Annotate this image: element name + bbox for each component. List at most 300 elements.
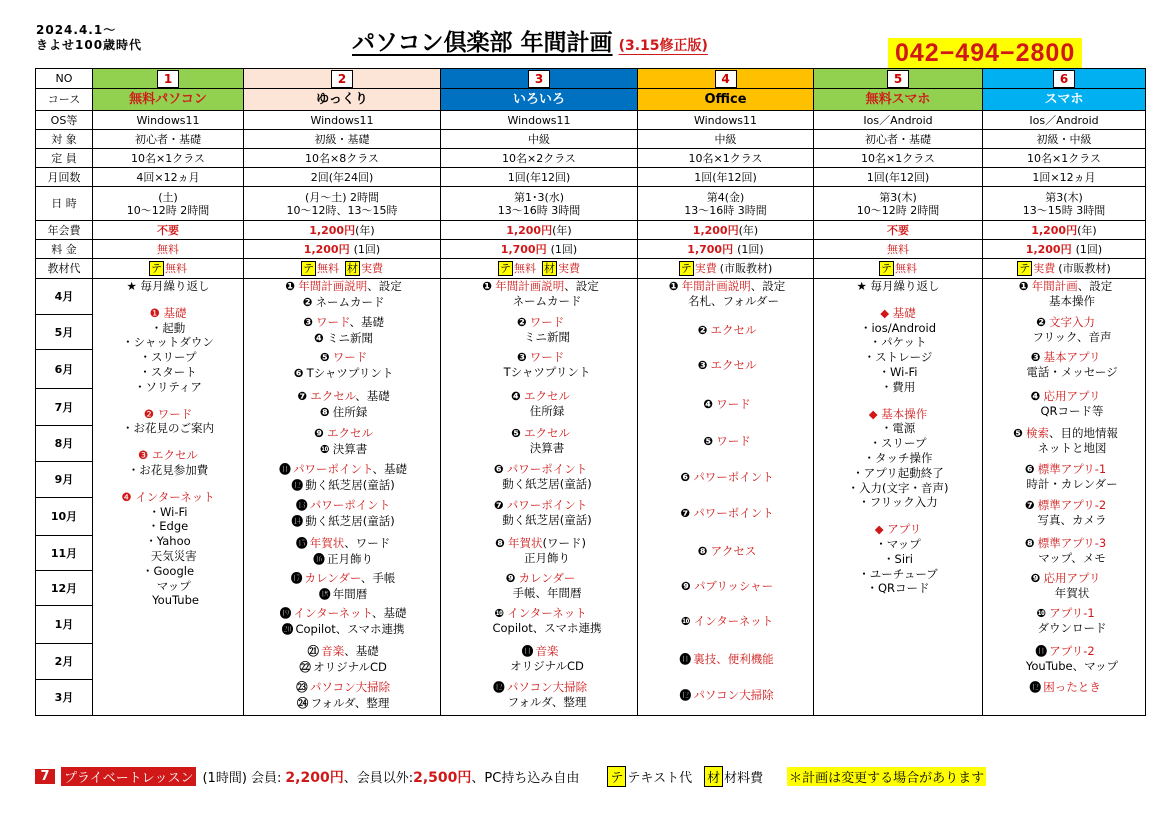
- topic-item: ・入力(文字・音声): [847, 480, 949, 495]
- lesson-title: 年賀状: [309, 536, 345, 550]
- month-label: 6月: [36, 350, 93, 389]
- lesson-entry: [443, 680, 635, 710]
- lesson-entry: [246, 462, 438, 477]
- course-2-target: [244, 130, 441, 149]
- lesson-line: [640, 506, 811, 521]
- lesson-line: [246, 571, 438, 586]
- month-label: 9月: [36, 462, 93, 498]
- lesson-line: [246, 622, 438, 637]
- topic-list: [816, 279, 980, 596]
- text-tag-icon: テ: [151, 262, 162, 275]
- lesson-line: [640, 279, 811, 294]
- lesson-line: [985, 426, 1143, 441]
- lesson-line: [246, 680, 438, 695]
- topic-heading: ❹ インターネット: [121, 489, 215, 504]
- lesson-line: [246, 478, 438, 493]
- lesson-subtitle: 年賀状: [1054, 586, 1090, 600]
- course-1-material: [93, 259, 244, 279]
- lesson-title: ワード: [716, 434, 751, 448]
- month-row: [36, 279, 1146, 315]
- course-6-material: [983, 259, 1146, 279]
- course-3-material: [441, 259, 638, 279]
- topic-heading: ◆ アプリ: [874, 522, 922, 537]
- course-2-schedule: [244, 187, 441, 221]
- row-label-capacity: 定 員: [36, 149, 93, 168]
- topic-item: ・スタート: [139, 364, 197, 379]
- lesson-number: ❺: [511, 426, 521, 440]
- course-6-no: [983, 69, 1146, 89]
- lesson-line: [246, 366, 438, 381]
- lesson-line: [640, 544, 811, 559]
- lesson-entry: [640, 614, 811, 629]
- lesson-subtitle: オリジナルCD: [510, 659, 584, 673]
- lesson-number: ❽: [319, 405, 330, 419]
- lesson-line: [640, 397, 811, 412]
- lesson-number: ❽: [1024, 536, 1035, 550]
- schedule-time: 10～12時 2時間: [126, 203, 210, 217]
- course-5-os: [814, 111, 983, 130]
- lesson-title: パワーポイント: [293, 462, 373, 476]
- lesson-number: ❼: [1024, 498, 1035, 512]
- annual-fee-value: 1,200円: [692, 223, 739, 237]
- course-6-capacity: [983, 149, 1146, 168]
- month-label: 1月: [36, 606, 93, 644]
- lesson-line: [246, 536, 438, 551]
- course-capacity: 10名×1クラス: [861, 151, 935, 165]
- lesson-entry: [246, 536, 438, 551]
- lesson-detail: 、目的地情報: [1049, 426, 1118, 440]
- course-2-material: [244, 259, 441, 279]
- course-6-target: [983, 130, 1146, 149]
- month-label: 8月: [36, 426, 93, 462]
- lesson-subtitle: 動く紙芝居(童話): [502, 477, 592, 491]
- lesson-title: 標準アプリ-1: [1037, 462, 1107, 476]
- course-2-fee: [244, 240, 441, 259]
- lesson-number: ❻: [1024, 462, 1035, 476]
- private-duration: (1時間) 会員:: [202, 771, 282, 786]
- course-os: Windows11: [310, 113, 374, 127]
- lesson-number: ❾: [680, 579, 691, 593]
- row-label-os: OS等: [36, 111, 93, 130]
- lesson-line: [246, 644, 438, 659]
- lesson-line: [246, 660, 438, 675]
- course-3-schedule: [441, 187, 638, 221]
- lesson-number: ⓴: [281, 622, 294, 636]
- title-text: パソコン倶楽部 年間計画: [352, 30, 613, 56]
- annual-fee-value: 不要: [887, 223, 909, 237]
- lesson-title: 音楽: [321, 644, 345, 658]
- lesson-detail: 、設定: [750, 279, 786, 293]
- course-2-os: [244, 111, 441, 130]
- topic-heading: ❶ 基礎: [149, 305, 187, 320]
- private-lesson-number: 7: [35, 769, 55, 784]
- lesson-number: ❿: [319, 442, 330, 456]
- annual-fee-unit: (年): [355, 223, 375, 237]
- course-4-course: [638, 89, 814, 111]
- schedule-time: 10～12時、13～15時: [286, 203, 398, 217]
- lesson-entry: [246, 426, 438, 441]
- topic-item: ・ios/Android: [859, 320, 937, 335]
- lesson-number: ⓫: [279, 462, 291, 476]
- lesson-number: ❸: [697, 358, 708, 372]
- lesson-detail: 決算書: [332, 442, 368, 456]
- row-no: [36, 69, 1146, 89]
- lesson-detail: 、基礎: [355, 389, 390, 403]
- lesson-detail: 正月飾り: [327, 552, 373, 566]
- lesson-line: [246, 389, 438, 404]
- lesson-entry: [640, 323, 811, 338]
- lesson-number: ❸: [516, 350, 527, 364]
- lesson-detail: 、基礎: [344, 644, 379, 658]
- lesson-entry: [640, 506, 811, 521]
- text-tag-icon: テ: [680, 262, 692, 275]
- lesson-entry: [443, 350, 635, 380]
- course-1-course: [93, 89, 244, 111]
- lesson-subtitle: ダウンロード: [1037, 621, 1107, 635]
- lesson-entry: [246, 696, 438, 711]
- lesson-number: ❸: [303, 315, 313, 329]
- lesson-entry: [640, 397, 811, 412]
- topic-heading: ❷ ワード: [143, 406, 193, 421]
- course-1-no: [93, 69, 244, 89]
- lesson-title: インターネット: [693, 614, 774, 628]
- spacer: [816, 395, 980, 407]
- lesson-number: ❶: [1018, 279, 1029, 293]
- topic-heading: ◆ 基本操作: [868, 406, 928, 421]
- lesson-number: ❹: [511, 389, 521, 403]
- course-name: いろいろ: [512, 92, 565, 107]
- lesson-line: [640, 614, 811, 629]
- text-fee-note: (市販教材): [719, 262, 773, 275]
- course-number: 4: [715, 70, 737, 88]
- lesson-title: エクセル: [710, 323, 757, 337]
- course-4-annual_fee: [638, 221, 814, 240]
- course-1-fee: [93, 240, 244, 259]
- course-monthly: 1回×12ヵ月: [1032, 170, 1096, 184]
- course-5-capacity: [814, 149, 983, 168]
- course-name: Office: [704, 92, 747, 107]
- lesson-title: カレンダー: [518, 571, 576, 585]
- lesson-number: ❼: [297, 389, 308, 403]
- lesson-title: エクセル: [524, 426, 570, 440]
- column-body: [985, 279, 1143, 712]
- course-4-fee: [638, 240, 814, 259]
- lesson-entry: [640, 358, 811, 373]
- topic-item: ・スリープ: [139, 350, 197, 365]
- lesson-title: パワーポイント: [506, 498, 588, 512]
- text-fee: 実費: [1033, 262, 1056, 275]
- lesson-subtitle: 決算書: [529, 441, 565, 455]
- material-fee: 実費: [558, 262, 580, 275]
- lesson-entry: [246, 660, 438, 675]
- month-label: 3月: [36, 680, 93, 716]
- lesson-subtitle: フリック、音声: [1032, 330, 1112, 344]
- lesson-entry: [246, 514, 438, 529]
- row-label-annual_fee: 年会費: [36, 221, 93, 240]
- lesson-title: 困ったとき: [1043, 680, 1101, 694]
- lesson-title: アクセス: [710, 544, 757, 558]
- course-6-fee: [983, 240, 1146, 259]
- column-body: [246, 279, 438, 712]
- fee-value: 1,200円: [303, 242, 350, 256]
- lesson-entry: [443, 536, 635, 566]
- lesson-line: [443, 644, 635, 659]
- lesson-number: ㉒: [299, 660, 311, 674]
- annual-fee-unit: (年): [1077, 223, 1097, 237]
- lesson-detail: 、基礎: [372, 462, 407, 476]
- course-1-capacity: [93, 149, 244, 168]
- lesson-line: [443, 606, 635, 621]
- lesson-title: 検索: [1026, 426, 1049, 440]
- spacer: [95, 395, 241, 407]
- lesson-detail: ネームカード: [315, 295, 385, 309]
- course-1-schedule: [93, 187, 244, 221]
- column-body: [443, 279, 635, 712]
- annual-fee-unit: (年): [738, 223, 759, 237]
- course-3-fee: [441, 240, 638, 259]
- month-label: 11月: [36, 536, 93, 571]
- topic-item: ・Siri: [883, 551, 913, 566]
- lesson-title: エクセル: [310, 389, 356, 403]
- lesson-line: [443, 571, 635, 586]
- lesson-number: ❺: [703, 434, 714, 448]
- annual-fee-value: 1,200円: [1031, 223, 1078, 237]
- lesson-title: アプリ-1: [1049, 606, 1095, 620]
- fee-unit: (1回): [737, 242, 764, 256]
- fee-value: 1,700円: [687, 242, 734, 256]
- lesson-line: [443, 389, 635, 404]
- topic-item: ・ソリティア: [134, 379, 202, 394]
- lesson-line: [246, 295, 438, 310]
- topic-item: ・お花見のご案内: [122, 421, 214, 436]
- lesson-number: ⓬: [493, 680, 505, 694]
- lesson-number: ⓮: [291, 514, 303, 528]
- topic-item: ・スリープ: [869, 436, 927, 451]
- course-5-schedule-column: [814, 279, 983, 716]
- course-4-capacity: [638, 149, 814, 168]
- lesson-title: カレンダー: [304, 571, 361, 585]
- lesson-title: アプリ-2: [1049, 644, 1095, 658]
- lesson-line: [246, 514, 438, 529]
- lesson-title: パソコン大掃除: [506, 680, 588, 694]
- course-6-schedule-column: [983, 279, 1146, 716]
- lesson-number: ⓬: [1029, 680, 1041, 694]
- topic-item: ・QRコード: [866, 581, 930, 596]
- org-name: きよせ100歳時代: [36, 38, 143, 52]
- lesson-entry: [246, 606, 438, 621]
- course-target: 初心者・基礎: [135, 132, 201, 146]
- lesson-detail: 、基礎: [371, 606, 407, 620]
- lesson-line: [640, 323, 811, 338]
- lesson-subtitle: Copilot、スマホ連携: [492, 621, 602, 635]
- lesson-entry: [640, 652, 811, 667]
- course-6-schedule: [983, 187, 1146, 221]
- lesson-subtitle: 写真、カメラ: [1037, 513, 1107, 527]
- lesson-entry: [443, 644, 635, 674]
- lesson-subtitle: 名札、フォルダー: [688, 294, 779, 308]
- fee-unit: (1回): [1075, 242, 1103, 256]
- lesson-line: [246, 442, 438, 457]
- course-5-schedule: [814, 187, 983, 221]
- topic-item: ★ 毎月繰り返し: [126, 279, 210, 293]
- lesson-entry: [985, 498, 1143, 528]
- course-1-schedule-column: [93, 279, 244, 716]
- lesson-title: インターネット: [507, 606, 587, 620]
- lesson-number: ❽: [697, 544, 708, 558]
- course-6-annual_fee: [983, 221, 1146, 240]
- lesson-number: ⓫: [679, 652, 691, 666]
- course-2-schedule-column: [244, 279, 441, 716]
- month-label: 2月: [36, 644, 93, 680]
- lesson-number: ❷: [697, 323, 708, 337]
- lesson-line: [985, 606, 1143, 621]
- course-os: Ios／Android: [863, 113, 933, 127]
- topic-item: ・Google: [141, 563, 195, 578]
- topic-heading: ❸ エクセル: [138, 448, 198, 463]
- course-3-monthly: [441, 168, 638, 187]
- lesson-title: 年賀状: [508, 536, 543, 550]
- text-tag-icon: テ: [881, 262, 892, 275]
- topic-item: YouTube: [137, 593, 199, 608]
- course-4-no: [638, 69, 814, 89]
- course-2-annual_fee: [244, 221, 441, 240]
- topic-item: ・タッチ操作: [863, 450, 933, 465]
- lesson-line: [985, 536, 1143, 551]
- lesson-entry: [443, 571, 635, 601]
- lesson-detail: Copilot、スマホ連携: [295, 622, 405, 636]
- topic-list: [95, 279, 241, 608]
- course-4-os: [638, 111, 814, 130]
- course-4-monthly: [638, 168, 814, 187]
- row-label-material: 教材代: [36, 259, 93, 279]
- row-label-fee: 料 金: [36, 240, 93, 259]
- lesson-subtitle: ネットと地図: [1037, 441, 1107, 455]
- course-2-course: [244, 89, 441, 111]
- column-body: [816, 279, 980, 712]
- spacer: [95, 436, 241, 448]
- course-6-monthly: [983, 168, 1146, 187]
- course-os: Windows11: [507, 113, 571, 127]
- footer: [35, 766, 986, 787]
- course-capacity: 10名×8クラス: [305, 151, 379, 165]
- material-tag-icon: 材: [544, 262, 555, 275]
- lesson-title: エクセル: [327, 426, 373, 440]
- course-target: 中級: [714, 132, 737, 146]
- text-fee: 実費: [694, 262, 717, 275]
- lesson-subtitle: 手帳、年間暦: [512, 586, 582, 600]
- lesson-entry: [246, 295, 438, 310]
- lesson-entry: [985, 350, 1143, 380]
- course-5-course: [814, 89, 983, 111]
- lesson-title: ワード: [316, 315, 350, 329]
- course-3-schedule-column: [441, 279, 638, 716]
- course-1-monthly: [93, 168, 244, 187]
- lesson-title: 標準アプリ-3: [1037, 536, 1107, 550]
- month-label: 10月: [36, 498, 93, 536]
- schedule-time: 13～16時 3時間: [497, 203, 581, 217]
- course-3-os: [441, 111, 638, 130]
- row-os: [36, 111, 1146, 130]
- lesson-detail: 、設定: [367, 279, 402, 293]
- lesson-title: ワード: [716, 397, 751, 411]
- lesson-line: [640, 579, 811, 594]
- lesson-entry: [246, 644, 438, 659]
- lesson-title: インターネット: [293, 606, 372, 620]
- revision-label: (3.15修正版): [618, 38, 708, 54]
- fee-unit: (1回): [353, 242, 381, 256]
- topic-item: ・マップ: [875, 536, 921, 551]
- lesson-entry: [640, 434, 811, 449]
- topic-item: ・ストレージ: [863, 350, 933, 365]
- lesson-number: ❶: [285, 279, 296, 293]
- row-label-no: NO: [36, 69, 93, 89]
- lesson-number: ⓰: [313, 552, 325, 566]
- lesson-line: [985, 571, 1143, 586]
- lesson-entry: [246, 315, 438, 330]
- lesson-line: [985, 498, 1143, 513]
- topic-item: ・ユーチューブ: [858, 566, 938, 581]
- lesson-number: ❾: [1030, 571, 1041, 585]
- lesson-title: パワーポイント: [693, 470, 774, 484]
- lesson-entry: [246, 622, 438, 637]
- schedule-day: 第3(木): [879, 190, 917, 204]
- lesson-line: [640, 470, 811, 485]
- lesson-title: パソコン大掃除: [693, 688, 774, 702]
- lesson-entry: [246, 587, 438, 602]
- lesson-detail: 、設定: [564, 279, 599, 293]
- course-name: 無料スマホ: [865, 92, 931, 107]
- lesson-number: ❼: [493, 498, 504, 512]
- material-tag-icon: 材: [347, 262, 358, 275]
- lesson-number: ❷: [1036, 315, 1046, 329]
- course-5-annual_fee: [814, 221, 983, 240]
- lesson-subtitle: フォルダ、整理: [507, 695, 587, 709]
- lesson-entry: [985, 644, 1143, 674]
- lesson-entry: [985, 680, 1143, 695]
- lesson-number: ❶: [482, 279, 493, 293]
- lesson-number: ⓫: [521, 644, 534, 658]
- lesson-entry: [985, 606, 1143, 636]
- lesson-line: [246, 696, 438, 711]
- lesson-entry: [640, 279, 811, 309]
- lesson-entry: [443, 498, 635, 528]
- lesson-entry: [985, 315, 1143, 345]
- lesson-line: [985, 350, 1143, 365]
- lesson-detail: (ワード): [542, 536, 586, 550]
- course-number: 5: [887, 70, 909, 88]
- lesson-line: [246, 552, 438, 567]
- course-target: 初級・基礎: [314, 132, 370, 146]
- lesson-detail: Tシャツプリント: [306, 366, 394, 380]
- course-3-course: [441, 89, 638, 111]
- lesson-entry: [640, 470, 811, 485]
- row-monthly: [36, 168, 1146, 187]
- topic-item: ・電源: [880, 421, 916, 436]
- lesson-subtitle: 動く紙芝居(童話): [502, 513, 592, 527]
- lesson-number: ❿: [1036, 606, 1047, 620]
- lesson-subtitle: 住所録: [529, 404, 565, 418]
- lesson-line: [246, 350, 438, 365]
- lesson-number: ❺: [1013, 426, 1023, 440]
- lesson-line: [443, 426, 635, 441]
- row-capacity: [36, 149, 1146, 168]
- spacer: [95, 294, 241, 306]
- lesson-line: [985, 680, 1143, 695]
- lesson-title: ワード: [529, 315, 565, 329]
- lesson-entry: [246, 405, 438, 420]
- annual-fee-value: 1,200円: [506, 223, 553, 237]
- lesson-title: 音楽: [535, 644, 559, 658]
